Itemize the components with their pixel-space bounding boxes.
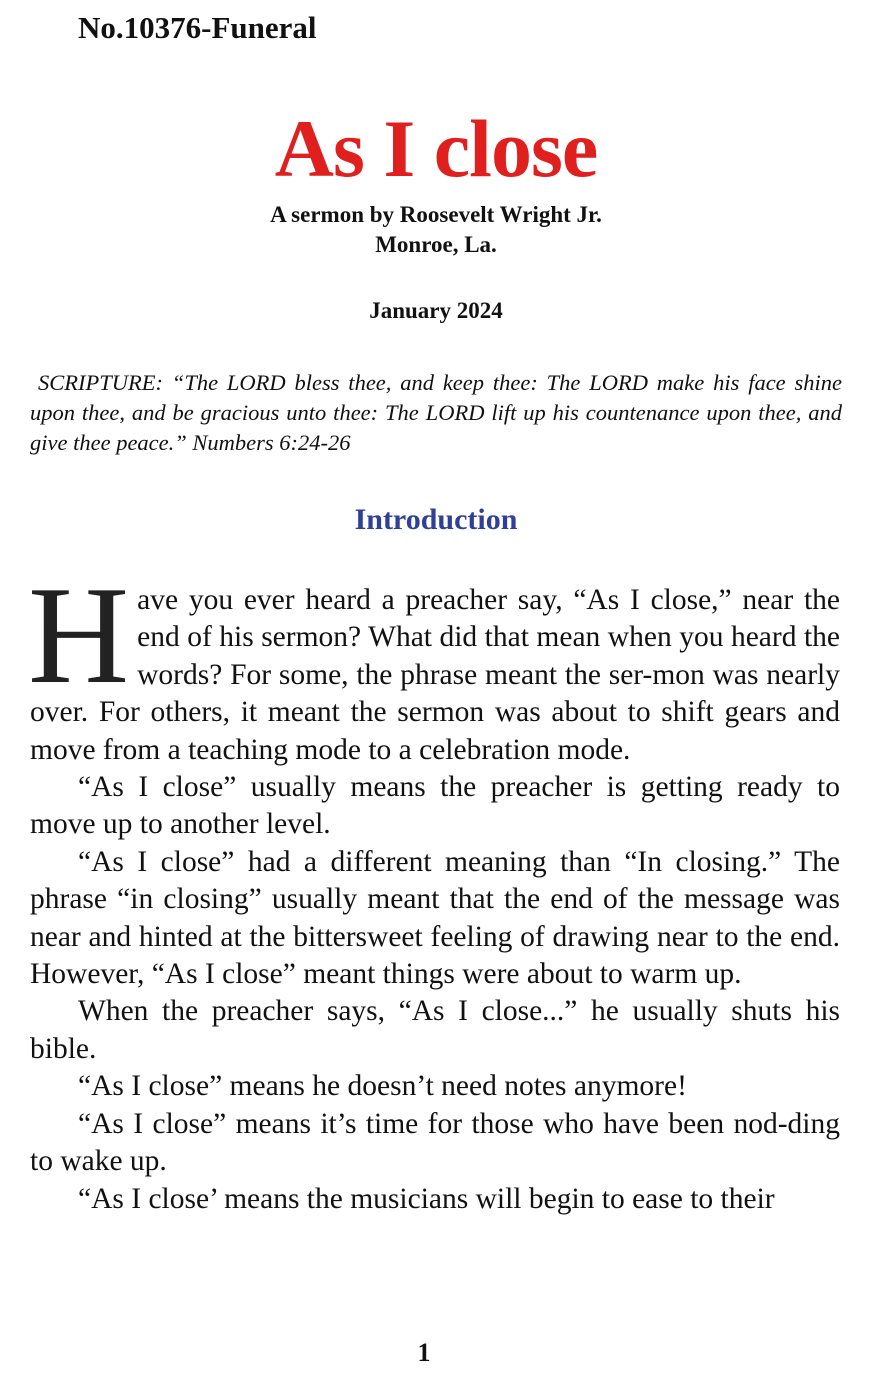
body-paragraph: “As I close” usually means the preacher is getting ready to move up to another level.: [30, 771, 840, 841]
body-text: [28, 558, 840, 1218]
document-number: No.10376-Funeral: [78, 10, 317, 45]
body-paragraph: “As I close” means it’s time for those who have been nod-ding to wake up.: [30, 1107, 840, 1178]
sermon-date: January 2024: [369, 298, 503, 323]
author-line: A sermon by Roosevelt Wright Jr.: [270, 202, 602, 227]
scripture-quote: SCRIPTURE: “The LORD bless thee, and keep thee: The LORD make his face shine upon thee, and be gracious unto thee: The LORD lift up his countenance upon thee, and give thee peace.” Numbers 6:24-26: [30, 370, 842, 455]
body-paragraph: When the preacher says, “As I close...” he usually shuts his bible.: [30, 995, 840, 1065]
byline: [0, 200, 872, 260]
body-paragraph-text: ave you ever heard a preacher say, “As I close,” near the end of his sermon? What did that mean when you heard the words? For some, the phrase meant the ser-mon was nearly over. For others, it meant the sermon was about to shift gears and move from a teaching mode to a celebration mode.: [30, 584, 840, 766]
body-paragraph: “As I close” means he doesn’t need notes anymore!: [78, 1070, 687, 1103]
drop-cap: H: [28, 558, 130, 713]
section-heading-introduction: Introduction: [354, 503, 518, 536]
location-line: Monroe, La.: [375, 232, 497, 257]
sermon-title: As I close: [274, 103, 598, 194]
body-paragraph: “As I close’ means the musicians will begin to ease to their: [78, 1182, 775, 1215]
body-paragraph: [28, 558, 840, 769]
body-paragraph: “As I close” had a different meaning than “In closing.” The phrase “in closing” usually meant that the end of the message was near and hinted at the bittersweet feeling of drawing near to the end. However, “As I close” meant things were about to warm up.: [30, 845, 840, 991]
page-number: 1: [417, 1338, 431, 1367]
